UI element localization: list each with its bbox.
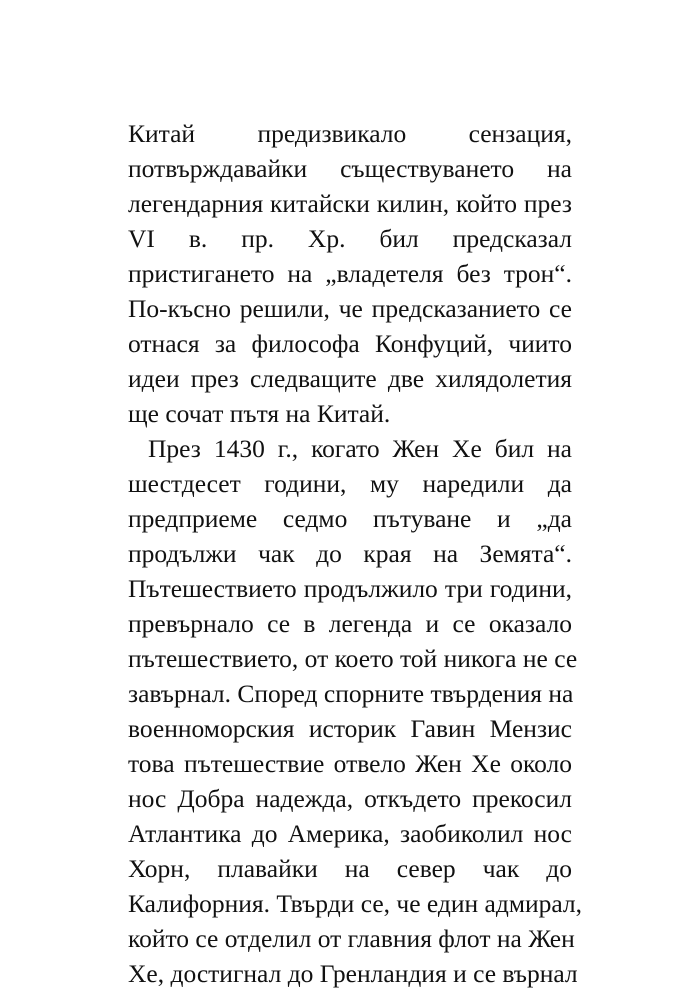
text-line: През 1430 г., когато Жен Хе бил на — [148, 434, 572, 463]
text-line: Хорн, плавайки на север чак до — [128, 854, 572, 883]
text-line: легендарния китайски килин, който през — [128, 189, 572, 218]
text-line: пристигането на „владетеля без трон“. — [128, 259, 572, 288]
text-line: това пътешествие отвело Жен Хе около — [128, 749, 572, 778]
paragraph-2 — [128, 431, 582, 991]
text-line: завърнал. Според спорните твърдения на — [128, 679, 574, 708]
body-text — [128, 116, 582, 991]
text-line: който се отделил от главния флот на Жен — [128, 924, 575, 953]
text-line: VI в. пр. Хр. бил предсказал — [128, 224, 572, 253]
paragraph-1 — [128, 116, 572, 431]
text-line: Атлантика до Америка, заобиколил нос — [128, 819, 572, 848]
text-line: По-късно решили, че предсказанието се — [128, 294, 572, 323]
text-line: пътешествието, от което той никога не се — [128, 644, 578, 673]
text-line: шестдесет години, му наредили да — [128, 469, 572, 498]
text-line: Калифорния. Твърди се, че един адмирал, — [128, 889, 582, 918]
text-line: продължи чак до края на Земята“. — [128, 539, 572, 568]
text-line: Хе, достигнал до Гренландия и се върнал — [128, 959, 578, 988]
text-line: военноморския историк Гавин Мензис — [128, 714, 572, 743]
text-line: превърнало се в легенда и се оказало — [128, 609, 572, 638]
text-line: Пътешествието продължило три години, — [128, 574, 572, 603]
text-line: Китай предизвикало сензация, — [128, 119, 572, 148]
text-line: потвърждавайки съществуването на — [128, 154, 572, 183]
text-line: идеи през следващите две хилядолетия — [128, 364, 572, 393]
text-line: отнася за философа Конфуций, чиито — [128, 329, 572, 358]
text-line: нос Добра надежда, откъдето прекосил — [128, 784, 572, 813]
text-line: предприеме седмо пътуване и „да — [128, 504, 572, 533]
text-line: ще сочат пътя на Китай. — [128, 399, 391, 428]
